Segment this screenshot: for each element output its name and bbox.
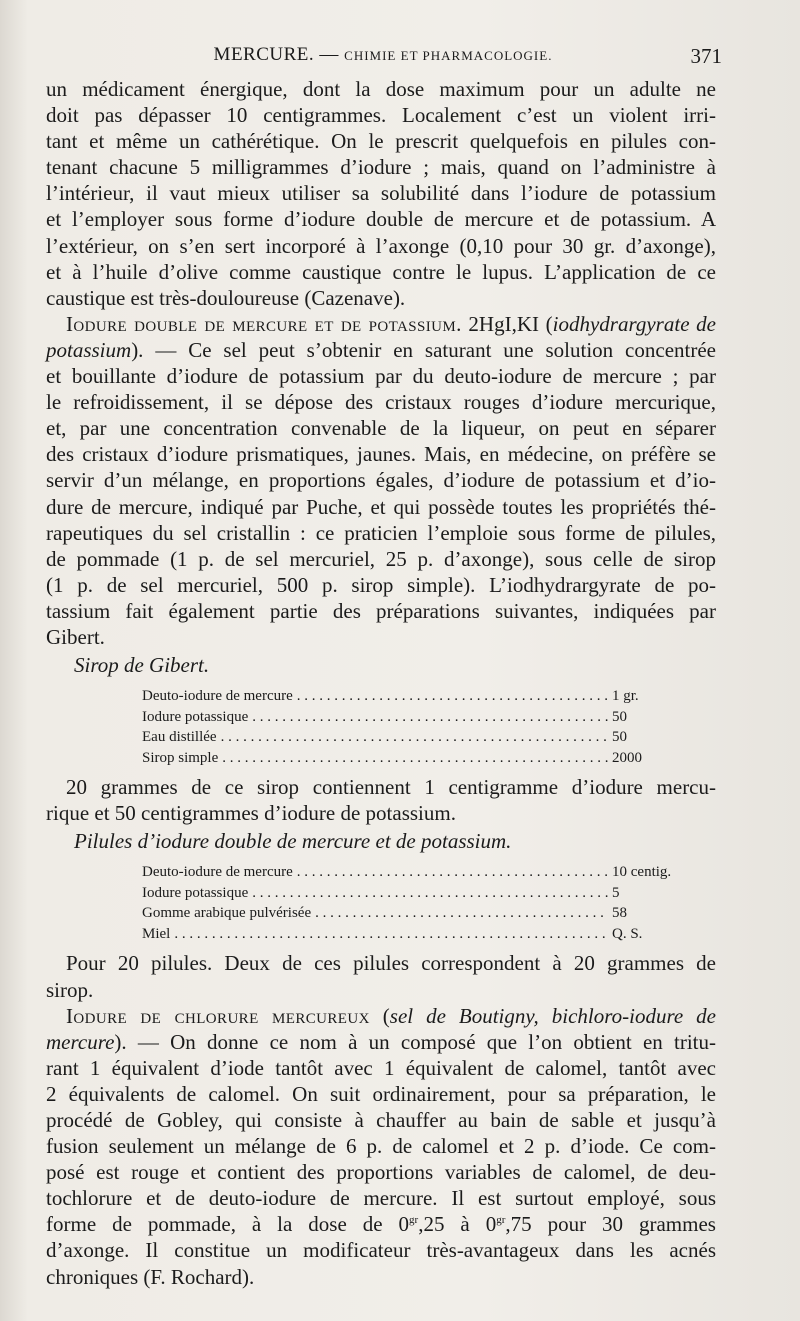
text-line: l’intérieur, il vaut mieux utiliser sa solubilité dans l’iodure de potassium <box>46 181 716 206</box>
text-line <box>46 1211 716 1237</box>
ingredient-name: Eau distillée <box>142 729 217 746</box>
running-head <box>46 44 720 74</box>
text-line: le refroidissement, il se dépose des cristaux rouges d’iodure mercurique, <box>46 390 716 415</box>
leader-dots <box>311 903 608 924</box>
running-title <box>46 44 720 66</box>
ingredient-qty: 2000 <box>612 749 642 766</box>
text-line: posé est rouge et contient des proportions variables de calomel, de deu- <box>46 1160 716 1185</box>
leader-dots <box>248 883 608 904</box>
paragraph-intro <box>46 76 716 311</box>
text-line: dure de mercure, indiqué par Puche, et qui possède toutes les propriétés thé- <box>46 494 716 519</box>
ingredient-row <box>142 924 672 945</box>
page-number: 371 <box>690 44 722 68</box>
text-line: d’axonge. Il constitue un modificateur très-avantageux dans les acnés <box>46 1238 716 1263</box>
text-line: et à l’huile d’olive comme caustique contre le lupus. L’application de ce <box>46 259 716 284</box>
section-synonym: sel de Boutigny, bichloro-iodure de <box>389 1003 716 1028</box>
chapter-subtitle: CHIMIE ET PHARMACOLOGIE. <box>344 48 553 63</box>
dose-unit: gr <box>409 1214 419 1227</box>
text-line: Gibert. <box>46 624 105 649</box>
text-line: et bouillante d’iodure de potassium par du deuto-iodure de mercure ; par <box>46 364 716 389</box>
text-line: de pommade (1 p. de sel mercuriel, 25 p. d’axonge), sous celle de sirop <box>46 546 716 571</box>
dose-text: forme de pommade, à la dose de 0 <box>46 1212 410 1237</box>
ingredient-qty: 58 <box>612 905 627 922</box>
leader-dots <box>248 707 608 728</box>
text-line: 2 équivalents de calomel. On suit ordinairement, pour sa préparation, le <box>46 1081 716 1106</box>
text-line <box>46 337 716 363</box>
ingredient-list <box>142 686 672 768</box>
text-line: rant 1 équivalent d’iode tantôt avec 1 équivalent de calomel, tantôt avec <box>46 1055 716 1080</box>
ingredient-qty: Q. S. <box>612 925 643 942</box>
text-line: tenant chacune 5 milligrammes d’iodure ; mais, quand on l’administre à <box>46 155 716 180</box>
section-formula: 2HgI,KI ( <box>461 311 553 336</box>
ingredient-row <box>142 748 672 769</box>
ingredient-name: Sirop simple <box>142 749 219 766</box>
recipe-pilules <box>46 828 716 1002</box>
ingredient-name: Iodure potassique <box>142 884 249 901</box>
ingredient-list <box>142 862 672 944</box>
ingredient-row <box>142 862 672 883</box>
text-line: rique et 50 centigrammes d’iodure de potassium. <box>46 801 456 826</box>
ingredient-qty: 10 centig. <box>612 864 672 881</box>
ingredient-qty: 50 <box>612 708 627 725</box>
chapter-title: MERCURE. <box>213 44 315 65</box>
text-line <box>46 1029 716 1055</box>
text-line: et l’employer sous forme d’iodure double de mercure et de potassium. A <box>46 207 716 232</box>
page-body <box>46 76 716 1290</box>
text-line: fusion seulement un mélange de 6 p. de calomel et 2 p. d’iode. Ce com- <box>46 1134 716 1159</box>
ingredient-name: Deuto-iodure de mercure <box>142 864 293 881</box>
ingredient-name: Miel <box>142 925 171 942</box>
title-dash: — <box>319 44 339 65</box>
text-line: des cristaux d’iodure prismatiques, jaunes. Mais, en médecine, on préfère se <box>46 442 716 467</box>
section-text: ). — On donne ce nom à un composé que l’on obtient en tritu- <box>114 1029 716 1054</box>
dose-text: ,75 pour 30 grammes <box>505 1212 716 1237</box>
ingredient-row <box>142 727 672 748</box>
text-line: chroniques (F. Rochard). <box>46 1264 255 1289</box>
leader-dots <box>293 862 608 883</box>
section-iodure-chlorure <box>46 1003 716 1290</box>
text-line: tochlorure et de deuto-iodure de mercure. Il est surtout employé, sous <box>46 1186 716 1211</box>
leader-dots <box>218 748 608 769</box>
text-line: (1 p. de sel mercuriel, 500 p. sirop simple). L’iodhydrargyrate de po- <box>46 572 716 597</box>
recipe-title: Pilules d’iodure double de mercure et de potassium. <box>74 829 512 854</box>
text-line: sirop. <box>46 977 94 1002</box>
text-line: servir d’un mélange, en proportions égales, d’iodure de potassium et d’io- <box>46 468 716 493</box>
text-line: Pour 20 pilules. Deux de ces pilules correspondent à 20 grammes de <box>66 951 716 976</box>
ingredient-row <box>142 686 672 707</box>
ingredient-name: Gomme arabique pulvérisée <box>142 905 312 922</box>
ingredient-name: Iodure potassique <box>142 708 249 725</box>
ingredient-qty: 1 gr. <box>612 688 639 705</box>
recipe-title: Sirop de Gibert. <box>74 653 210 678</box>
ingredient-qty: 5 <box>612 884 620 901</box>
ingredient-row <box>142 707 672 728</box>
dose-unit: gr <box>496 1214 506 1227</box>
text-line: rapeutiques du sel cristallin : ce praticien l’emploie sous forme de pilules, <box>46 520 716 545</box>
section-title: Iodure de chlorure mercureux <box>66 1003 370 1028</box>
dose-text: ,25 à 0 <box>418 1212 497 1237</box>
section-synonym: iodhydrargyrate de <box>552 311 716 336</box>
recipe-sirop-gibert <box>46 652 716 826</box>
ingredient-name: Deuto-iodure de mercure <box>142 688 293 705</box>
section-heading-line: Iodure de chlorure mercureux (sel de Boutigny, bichloro-iodure de <box>66 1003 716 1028</box>
text-line: doit pas dépasser 10 centigrammes. Localement c’est un violent irri- <box>46 103 716 128</box>
text-line: l’extérieur, on s’en sert incorporé à l’axonge (0,10 pour 30 gr. d’axonge), <box>46 233 716 258</box>
text-line: caustique est très-douloureuse (Cazenave). <box>46 285 406 310</box>
leader-dots <box>293 686 608 707</box>
section-synonym-continued: potassium <box>46 337 132 362</box>
leader-dots <box>170 924 608 945</box>
ingredient-row <box>142 883 672 904</box>
ingredient-row <box>142 903 672 924</box>
text-line: 20 grammes de ce sirop contiennent 1 centigramme d’iodure mercu- <box>66 775 716 800</box>
section-title: Iodure double de mercure et de potassium. <box>66 311 462 336</box>
section-text: ). — Ce sel peut s’obtenir en saturant une solution concentrée <box>131 337 716 362</box>
text-line: tassium fait également partie des préparations suivantes, indiquées par <box>46 598 716 623</box>
section-synonym-continued: mercure <box>46 1029 115 1054</box>
leader-dots <box>217 727 608 748</box>
section-heading-line <box>46 311 716 337</box>
text-line: tant et même un cathérétique. On le prescrit quelquefois en pilules con- <box>46 129 716 154</box>
ingredient-qty: 50 <box>612 729 627 746</box>
section-iodure-double <box>46 311 716 650</box>
text-line: un médicament énergique, dont la dose maximum pour un adulte ne <box>46 77 716 101</box>
text-line: et, par une concentration convenable de la liqueur, on peut en séparer <box>46 416 716 441</box>
text-line: procédé de Gobley, qui consiste à chauffer au bain de sable et jusqu’à <box>46 1108 716 1132</box>
